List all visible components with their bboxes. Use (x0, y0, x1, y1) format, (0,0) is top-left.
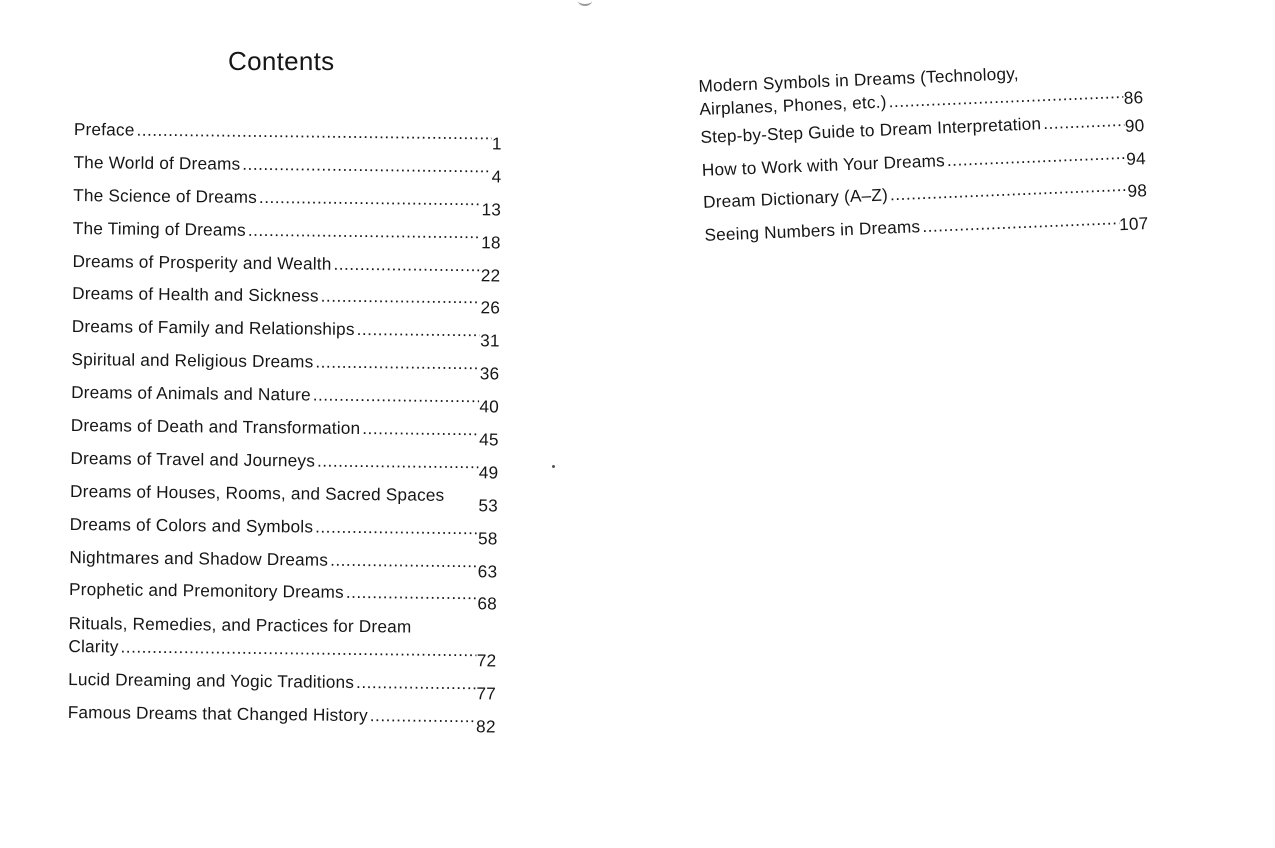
scan-smudge (578, 0, 592, 6)
dot-leader (319, 285, 481, 309)
dot-leader (313, 515, 478, 539)
toc-entry-title: Dream Dictionary (A–Z) (702, 184, 889, 213)
toc-entry-page: 90 (1124, 115, 1145, 136)
toc-entry[interactable] (73, 217, 501, 254)
toc-entry-title: Dreams of Prosperity and Wealth (72, 250, 332, 274)
toc-entry-page: 82 (476, 716, 496, 737)
toc-entry-title: How to Work with Your Dreams (701, 149, 946, 180)
toc-entry-title: Dreams of Death and Transformation (70, 414, 361, 439)
toc-entry[interactable] (73, 151, 501, 188)
toc-left-column (68, 118, 502, 738)
toc-entry-title-line-2: Airplanes, Phones, etc.) (699, 91, 887, 119)
toc-entry-title: Seeing Numbers in Dreams (704, 215, 921, 245)
toc-entry-page: 58 (477, 527, 498, 549)
toc-entry[interactable] (68, 611, 497, 672)
dot-leader (257, 186, 482, 210)
dot-leader (331, 252, 481, 276)
toc-entry-page: 77 (476, 683, 497, 704)
dot-leader (328, 548, 478, 572)
toc-entry-title: The Science of Dreams (73, 184, 258, 207)
toc-entry-title-line-1: Modern Symbols in Dreams (Technology, (698, 63, 1020, 96)
dot-leader (313, 351, 480, 375)
toc-entry-page: 72 (476, 650, 497, 671)
scan-speck (552, 465, 555, 468)
toc-entry-title-line-2: Clarity (68, 636, 119, 657)
toc-entry[interactable] (74, 118, 502, 155)
dot-leader (246, 218, 482, 242)
toc-entry-page: 53 (478, 495, 499, 516)
toc-entry-page: 45 (479, 429, 499, 450)
dot-leader (354, 671, 477, 694)
toc-entry[interactable] (70, 447, 498, 484)
toc-entry-title: The Timing of Dreams (72, 217, 247, 240)
toc-entry-title: Dreams of Family and Relationships (71, 316, 355, 340)
toc-entry[interactable] (70, 513, 498, 550)
toc-entry-title: Dreams of Animals and Nature (71, 382, 311, 405)
dot-leader (360, 417, 479, 440)
toc-entry[interactable] (71, 381, 499, 418)
toc-entry[interactable] (68, 668, 496, 705)
toc-entry[interactable] (69, 546, 497, 583)
page-title: Contents (228, 46, 335, 76)
toc-entry-title-line-1: Rituals, Remedies, and Practices for Dream (68, 613, 412, 637)
toc-right-column (698, 56, 1149, 256)
toc-entry[interactable] (68, 701, 496, 738)
toc-entry-page: 63 (477, 560, 498, 582)
toc-entry[interactable] (70, 480, 498, 517)
toc-entry-page: 107 (1118, 212, 1149, 234)
dot-leader (240, 153, 492, 178)
dot-leader (355, 318, 481, 341)
toc-entry-page: 68 (477, 593, 498, 614)
toc-entry-title: Dreams of Travel and Journeys (70, 447, 316, 471)
toc-entry-title: Step-by-Step Guide to Dream Interpretation (700, 113, 1042, 147)
toc-entry-page: 98 (1127, 180, 1148, 202)
dot-leader (134, 119, 492, 145)
dot-leader (344, 581, 478, 604)
toc-entry-page: 13 (481, 199, 502, 220)
toc-entry-title: Dreams of Colors and Symbols (69, 513, 314, 537)
toc-entry[interactable] (72, 282, 500, 319)
toc-entry-title: The World of Dreams (73, 151, 241, 174)
dot-leader (368, 704, 477, 727)
toc-entry-page: 36 (479, 363, 500, 384)
toc-entry-page: 1 (491, 133, 502, 154)
toc-entry-title: Lucid Dreaming and Yogic Traditions (68, 669, 355, 693)
dot-leader (315, 449, 479, 473)
toc-entry-title: Dreams of Houses, Rooms, and Sacred Spaces (69, 480, 445, 505)
toc-entry-title: Dreams of Health and Sickness (72, 283, 319, 307)
toc-entry[interactable] (72, 250, 500, 287)
toc-entry-page: 18 (481, 231, 501, 253)
toc-entry[interactable] (69, 578, 497, 615)
toc-entry-page: 94 (1125, 147, 1147, 169)
toc-entry-page: 40 (479, 396, 500, 417)
toc-entry-title: Prophetic and Premonitory Dreams (68, 579, 344, 603)
dot-leader (118, 636, 477, 662)
toc-entry-page: 26 (480, 297, 501, 318)
dot-leader (1041, 109, 1125, 134)
toc-entry-page: 86 (1123, 87, 1144, 108)
toc-entry[interactable] (72, 315, 500, 352)
dot-leader (311, 384, 480, 408)
toc-entry-title: Nightmares and Shadow Dreams (69, 546, 329, 570)
toc-entry[interactable] (71, 414, 499, 451)
toc-entry-title: Preface (73, 118, 135, 140)
toc-entry-page: 22 (480, 264, 501, 286)
toc-entry-title: Spiritual and Religious Dreams (71, 349, 314, 372)
toc-entry[interactable] (71, 348, 499, 385)
toc-entry-page: 31 (480, 330, 500, 351)
toc-entry-title: Famous Dreams that Changed History (67, 702, 368, 726)
toc-entry-page: 4 (491, 166, 502, 187)
toc-entry[interactable] (73, 184, 501, 221)
toc-entry-page: 49 (478, 462, 499, 483)
